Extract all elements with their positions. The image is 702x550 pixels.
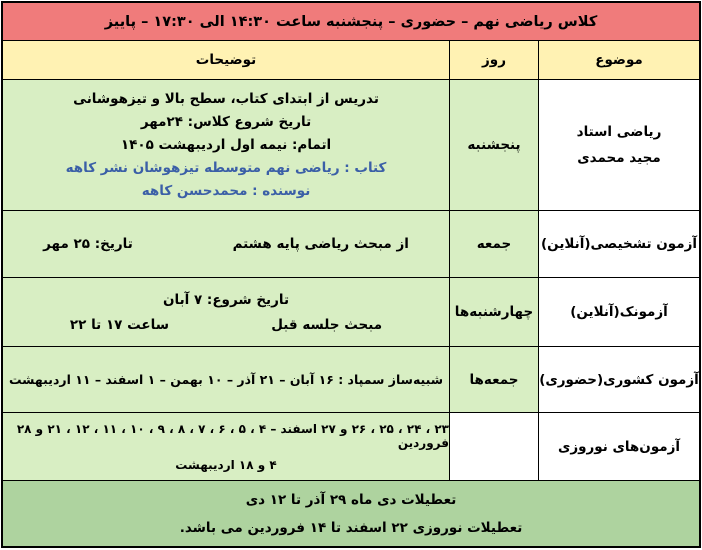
desc-line: ۲۳ ، ۲۴ ، ۲۵ ، ۲۶ و ۲۷ اسفند – ۴ ، ۵ ، ۶ ، ۷ ، ۸ ، ۹ ، ۱۰ ، ۱۱ ، ۱۲ ، ۲۱ و ۲۸ فروردین (16, 421, 449, 450)
desc-cell (3, 211, 449, 277)
footer-notes (3, 481, 699, 546)
subject-cell (539, 80, 699, 210)
header-subject: موضوع (595, 52, 643, 68)
footer-line: تعطیلات نوروزی ۲۲ اسفند تا ۱۴ فروردین می باشد. (179, 519, 523, 536)
desc-date: تاریخ: ۲۵ مهر (43, 236, 133, 252)
table-row (3, 413, 699, 481)
subject-cell: آزمون‌های نوروزی (539, 413, 699, 480)
day-cell: چهارشنبه‌ها (449, 278, 539, 346)
subject-line: ریاضی استاد (576, 124, 662, 140)
table-row (3, 347, 699, 413)
book-line: کتاب : ریاضی نهم متوسطه تیزهوشان نشر کاهه (65, 160, 387, 176)
subject-cell: آزمون کشوری(حضوری) (539, 347, 699, 412)
table-row (3, 80, 699, 211)
desc-cell (3, 278, 449, 346)
table-title (3, 3, 699, 41)
desc-start: تاریخ شروع: ۷ آبان (162, 291, 290, 308)
schedule-table (1, 1, 701, 548)
desc-cell (3, 413, 449, 480)
desc-topic: از مبحث ریاضی پایه هشتم (232, 236, 409, 252)
desc-topic: مبحث جلسه قبل (271, 316, 383, 333)
day-cell: جمعه (449, 211, 539, 277)
subject-line: مجید محمدی (577, 150, 661, 166)
desc-line: تاریخ شروع کلاس: ۲۴مهر (140, 114, 312, 130)
author-line: نوسنده : محمدحسن کاهه (141, 183, 311, 199)
desc-line: شبیه‌ساز سمپاد : ۱۶ آبان – ۲۱ آذر – ۱۰ بهمن – ۱ اسفند – ۱۱ اردیبهشت (8, 372, 444, 387)
desc-line: ۴ و ۱۸ اردیبهشت (175, 457, 277, 472)
subject-cell: آزمونک(آنلاین) (539, 278, 699, 346)
table-row (3, 211, 699, 278)
title-text: کلاس ریاضی نهم – حضوری – پنجشنبه ساعت ۱۴:۳۰ الی ۱۷:۳۰ – پاییز (104, 13, 598, 30)
desc-line: تدریس از ابتدای کتاب، سطح بالا و تیزهوشانی (73, 91, 379, 107)
header-desc: توضیحات (195, 52, 257, 68)
desc-cell (3, 347, 449, 412)
table-row (3, 278, 699, 347)
subject-cell: آزمون تشخیصی(آنلاین) (539, 211, 699, 277)
header-day: روز (449, 41, 539, 79)
header-row (3, 41, 699, 80)
footer-line: تعطیلات دی ماه ۲۹ آذر تا ۱۲ دی (245, 491, 457, 508)
desc-line: اتمام: نیمه اول اردیبهشت ۱۴۰۵ (120, 137, 332, 153)
desc-time: ساعت ۱۷ تا ۲۲ (69, 316, 169, 333)
day-cell: جمعه‌ها (449, 347, 539, 412)
desc-cell (3, 80, 449, 210)
day-cell: پنجشنبه (449, 80, 539, 210)
day-cell (449, 413, 539, 480)
